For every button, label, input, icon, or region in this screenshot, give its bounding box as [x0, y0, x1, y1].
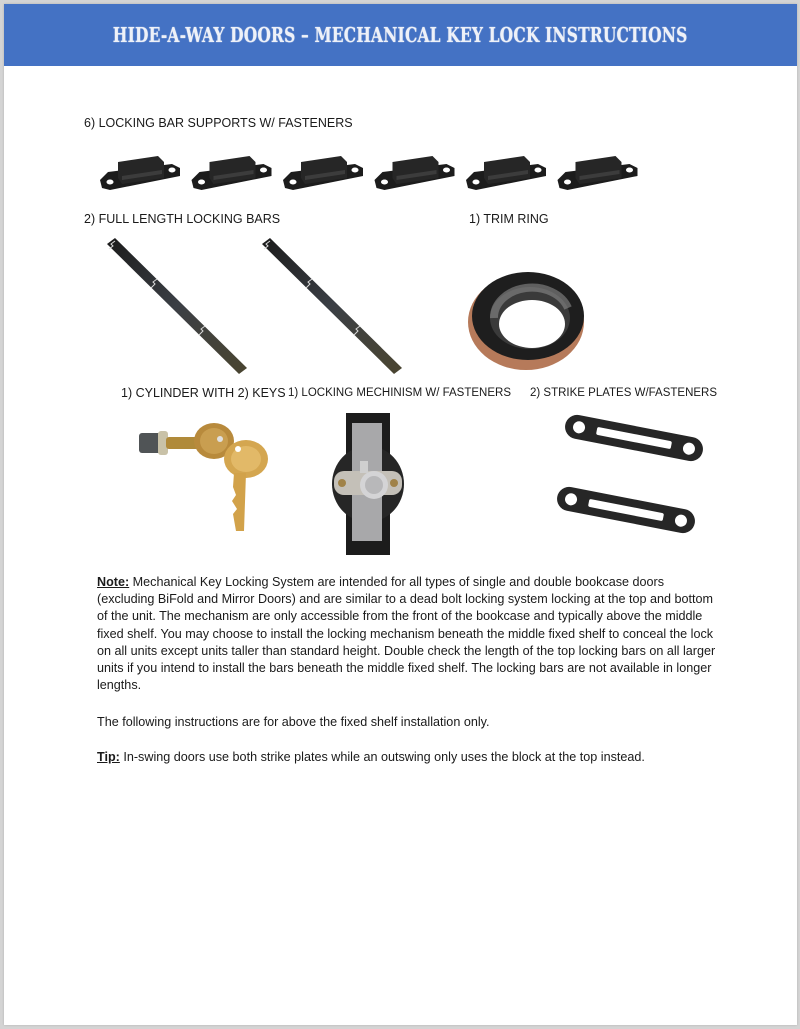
note-lead: Note:	[97, 575, 130, 589]
supports-label: 6) LOCKING BAR SUPPORTS W/ FASTENERS	[84, 116, 353, 130]
strike-plate-icon	[563, 413, 705, 463]
locking-bar-support-icon	[466, 156, 546, 190]
tip-paragraph	[97, 749, 717, 766]
locking-bar-support-icon	[558, 156, 638, 190]
locking-bar-support-icon	[375, 156, 455, 190]
locking-bar-support-icon	[100, 156, 180, 190]
cylinder-keys-icon	[134, 419, 284, 539]
locking-bar-support-icon	[283, 156, 363, 190]
locking-bar-icon	[107, 238, 247, 374]
locking-bar-icon	[262, 238, 402, 374]
page-title: HIDE-A-WAY DOORS – MECHANICAL KEY LOCK INSTRUCTIONS	[113, 22, 688, 48]
document-page	[4, 4, 797, 1025]
note-paragraph	[97, 574, 717, 694]
tip-lead: Tip:	[97, 750, 120, 764]
locking-mechanism-icon	[326, 409, 411, 559]
trim-ring-label: 1) TRIM RING	[469, 212, 549, 226]
bars-label: 2) FULL LENGTH LOCKING BARS	[84, 212, 281, 226]
strike-plates-label: 2) STRIKE PLATES W/FASTENERS	[530, 387, 718, 399]
cylinder-label: 1) CYLINDER WITH 2) KEYS	[121, 386, 286, 400]
trim-ring-icon	[464, 266, 589, 376]
tip-text: In-swing doors use both strike plates while an outswing only uses the block at the top instead.	[119, 750, 645, 764]
instructions-scope: The following instructions are for above the fixed shelf installation only.	[97, 715, 490, 729]
mechanism-label: 1) LOCKING MECHINISM W/ FASTENERS	[288, 387, 511, 399]
strike-plate-icon	[555, 485, 697, 535]
locking-bar-support-icon	[192, 156, 272, 190]
supports-image	[98, 146, 646, 196]
strike-plates-image	[554, 408, 714, 553]
header-banner	[4, 4, 797, 66]
note-text: Mechanical Key Locking System are intended for all types of single and double bookcase doors (excluding BiFold and Mirror Doors) and are similar to a dead bolt locking system locking at the top and bottom of the unit. The mechanism are only accessible from the front of the bookcase and typically above the middle fixed shelf. You may choose to install the locking mechanism beneath the middle fixed shelf to conceal the lock on all units except units taller than standard height. Double check the length of the top locking bars on all larger units if you intend to install the bars beneath the middle fixed shelf. The locking bars are not available in longer lengths.	[97, 575, 716, 693]
locking-bars-image	[99, 232, 419, 382]
